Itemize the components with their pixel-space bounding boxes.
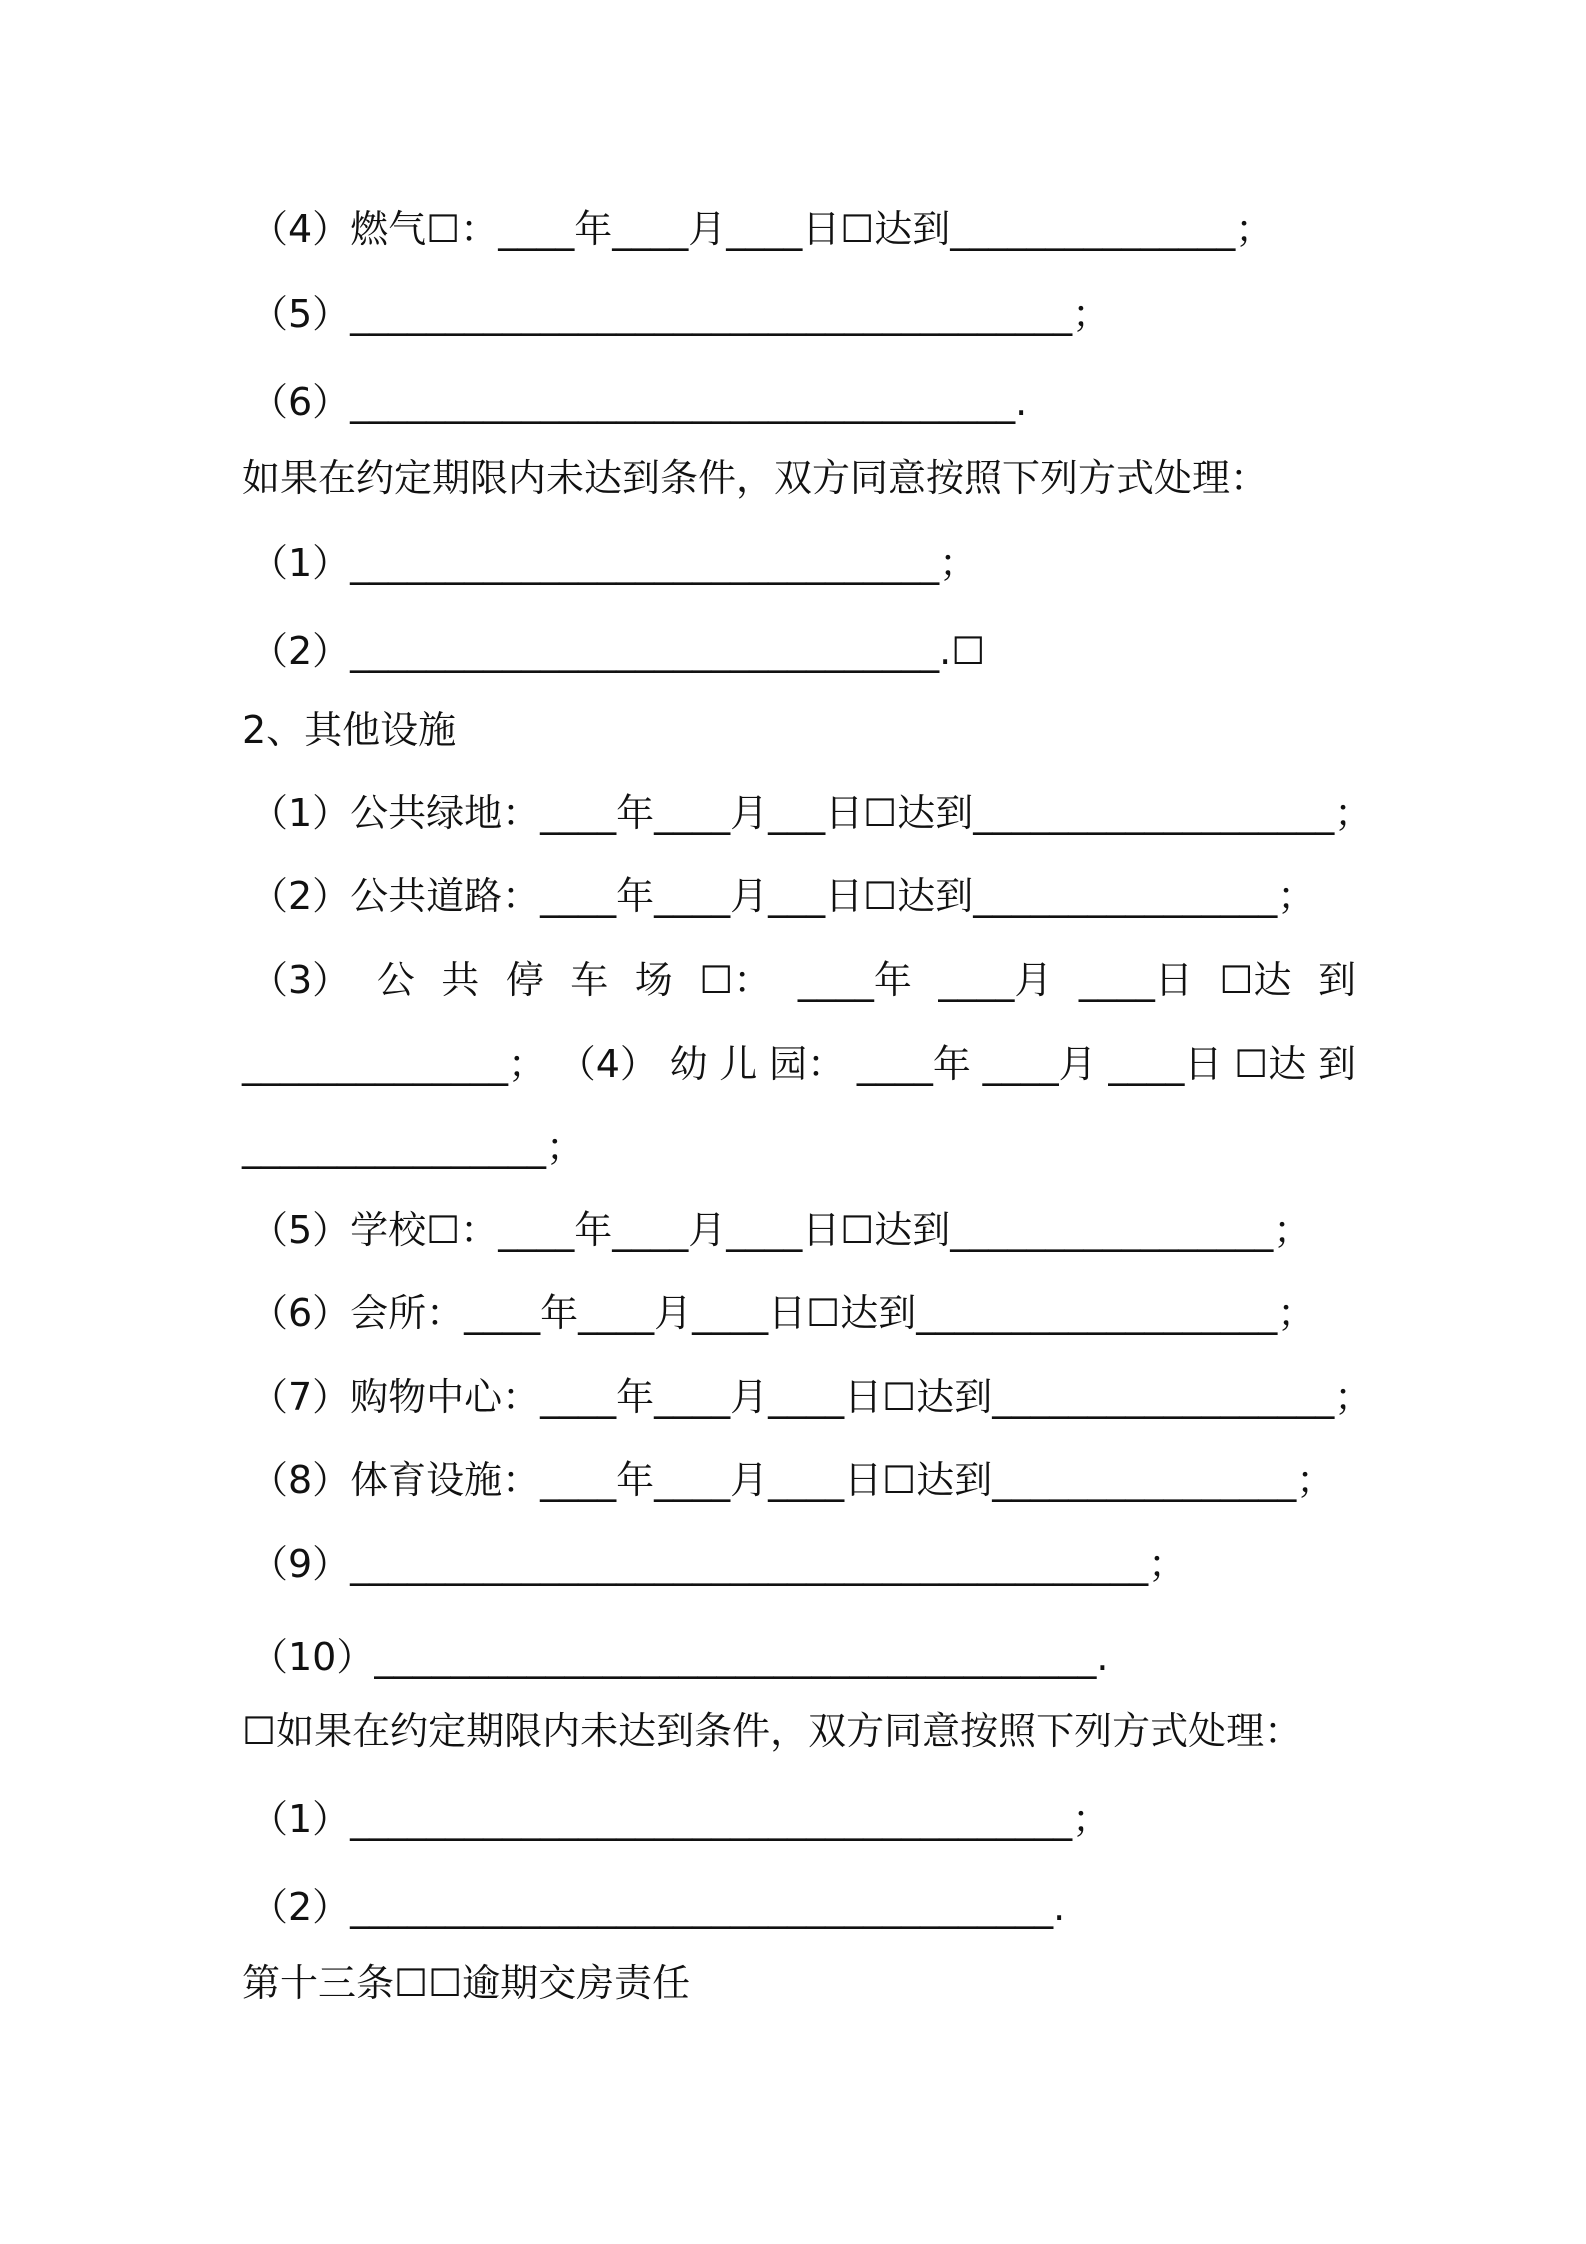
text-line: ☐如果在约定期限内未达到条件，双方同意按照下列方式处理： xyxy=(242,1709,1303,1753)
text-fragment: ____年 xyxy=(856,1042,971,1086)
text-fragment: ____月 xyxy=(982,1042,1097,1086)
text-fragment: 到 xyxy=(1317,1042,1356,1086)
justified-line xyxy=(242,1039,1356,1089)
text-fragment: 场 xyxy=(634,958,673,1002)
text-fragment: 停 xyxy=(505,958,544,1002)
text-fragment: （4） xyxy=(557,1042,658,1086)
text-line: （2）_______________________________.☐ xyxy=(250,629,986,673)
justified-line xyxy=(250,955,1356,1005)
text-line: （10）______________________________________. xyxy=(250,1635,1109,1679)
text-line: （7）购物中心：____年____月____日☐达到__________________； xyxy=(250,1375,1373,1419)
article-heading: 第十三条☐☐逾期交房责任 xyxy=(242,1961,691,2005)
text-fragment: 幼 xyxy=(669,1042,708,1086)
text-line: （9）__________________________________________； xyxy=(250,1542,1187,1586)
text-fragment: ☐达 xyxy=(1219,958,1292,1002)
text-fragment: ☐达 xyxy=(1234,1042,1307,1086)
text-fragment: 儿 xyxy=(719,1042,758,1086)
text-fragment: 园： xyxy=(769,1042,846,1086)
text-line: （5）______________________________________； xyxy=(250,292,1111,336)
text-fragment: 车 xyxy=(570,958,609,1002)
text-line: ________________； xyxy=(242,1125,585,1169)
text-fragment: 公 xyxy=(376,958,415,1002)
text-fragment: ____日 xyxy=(1078,958,1193,1002)
text-line: （1）公共绿地：____年____月___日☐达到___________________； xyxy=(250,791,1373,835)
text-fragment: 到 xyxy=(1317,958,1356,1002)
text-line: （6）会所：____年____月____日☐达到___________________； xyxy=(250,1291,1316,1335)
text-fragment: ____日 xyxy=(1108,1042,1223,1086)
text-fragment: （3） xyxy=(250,958,351,1002)
text-line: （1）_______________________________； xyxy=(250,541,978,585)
text-fragment: ____年 xyxy=(797,958,912,1002)
text-line: 如果在约定期限内未达到条件，双方同意按照下列方式处理： xyxy=(242,456,1269,500)
text-line: （8）体育设施：____年____月____日☐达到________________； xyxy=(250,1458,1335,1502)
text-line: （5）学校☐：____年____月____日☐达到_________________； xyxy=(250,1208,1312,1252)
text-line: （2）公共道路：____年____月___日☐达到________________； xyxy=(250,874,1316,918)
text-fragment: ______________； xyxy=(242,1042,547,1086)
text-line: （1）______________________________________； xyxy=(250,1797,1111,1841)
text-line: （2）_____________________________________. xyxy=(250,1885,1066,1929)
text-line: （6）___________________________________. xyxy=(250,380,1028,424)
text-line: （4）燃气☐：____年____月____日☐达到_______________； xyxy=(250,207,1274,251)
text-fragment: ☐： xyxy=(699,958,772,1002)
section-heading: 2、其他设施 xyxy=(242,708,457,752)
text-fragment: ____月 xyxy=(938,958,1053,1002)
text-fragment: 共 xyxy=(441,958,480,1002)
